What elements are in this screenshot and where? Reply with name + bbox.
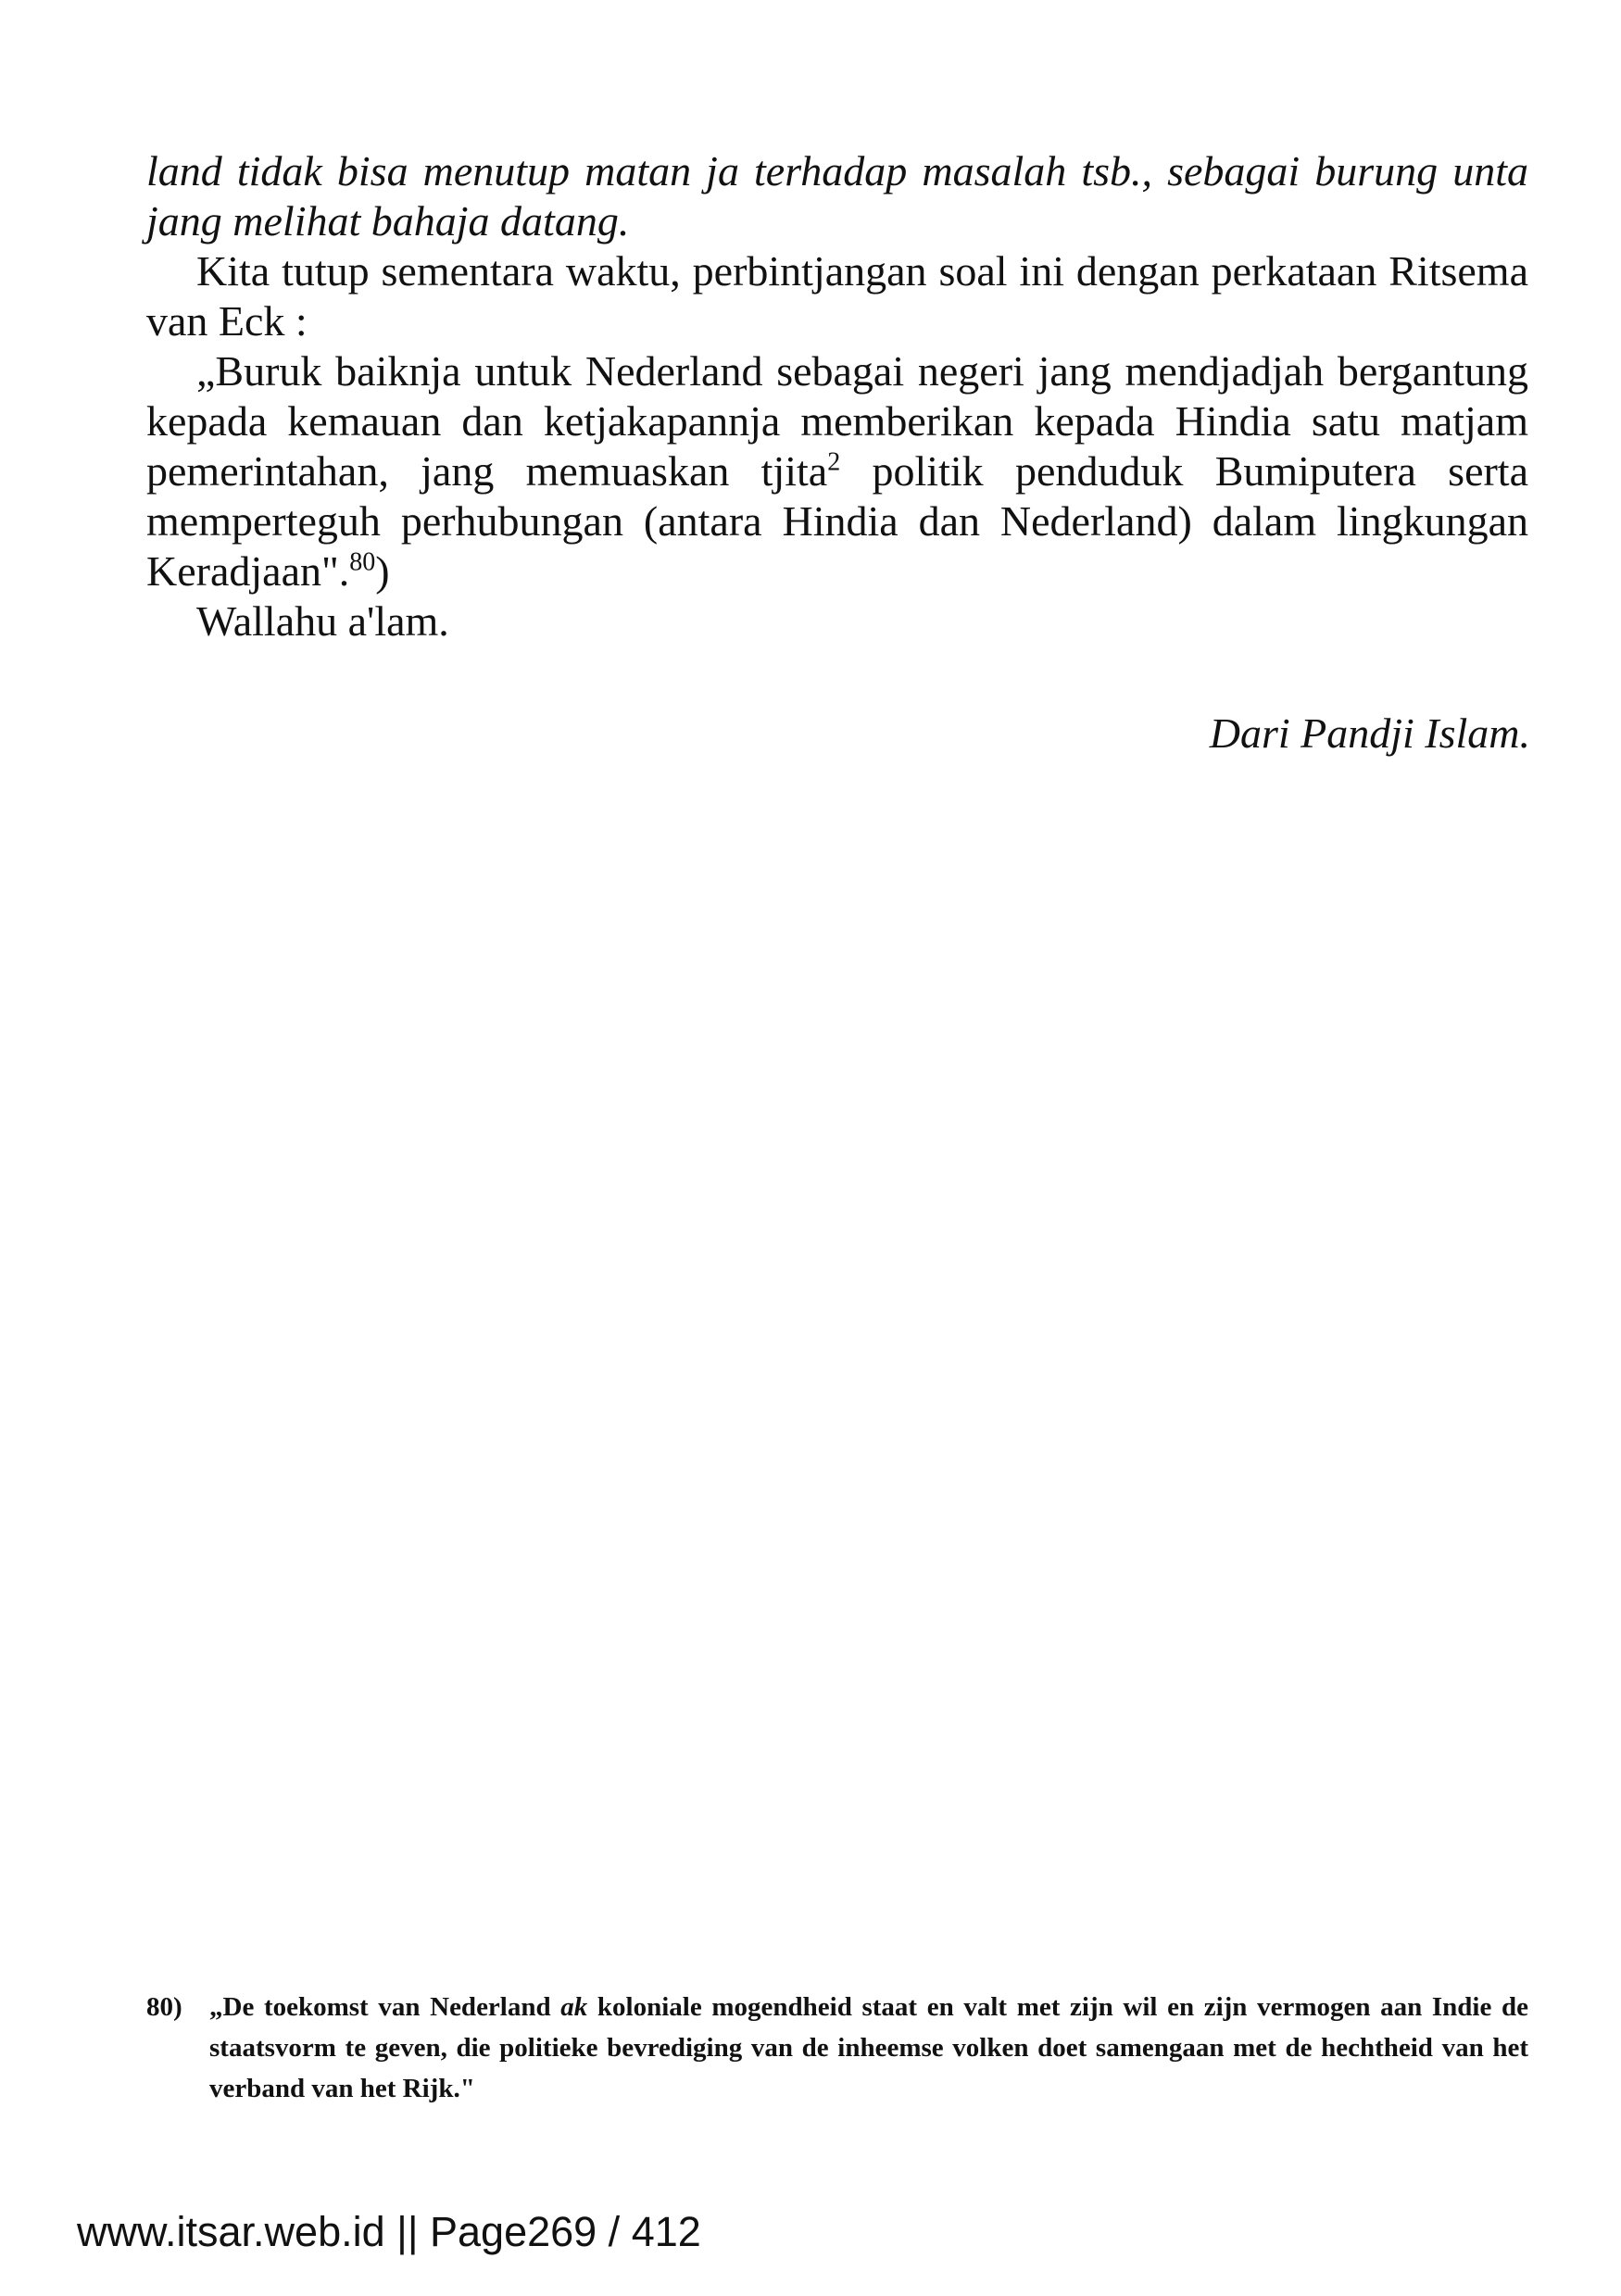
source-attribution: Dari Pandji Islam.	[1209, 709, 1530, 757]
superscript-two: 2	[827, 447, 841, 477]
footnote-text	[209, 1987, 1528, 2109]
footnote-reference[interactable]: 80	[349, 547, 376, 577]
footnote-reference-close: )	[375, 547, 390, 595]
footnote	[146, 1987, 1528, 2109]
quote-text-start: „Buruk baiknja untuk Nederland sebagai negeri jang mendjadjah bergantung kepada kemauan dan ketjakapannja memberikan kepada Hindia satu matjam pemerintahan, jang memuaskan tjita	[146, 347, 1528, 495]
paragraph-2: Kita tutup sementara waktu, perbintjangan soal ini dengan perkataan Ritsema van Eck :	[146, 247, 1528, 345]
footnote-italic-word: ak	[560, 1992, 588, 2022]
paragraph-1: land tidak bisa menutup matan ja terhadap masalah tsb., sebagai burung unta jang melihat bahaja datang.	[146, 147, 1528, 245]
quote-text-end: politik penduduk Bumiputera serta memperteguh perhubungan (antara Hindia dan Nederland) dalam lingkungan Keradjaan".	[146, 447, 1529, 595]
paragraph-closing: Wallahu a'lam.	[196, 597, 449, 645]
footnote-text-start: „De toekomst van Nederland	[209, 1992, 561, 2022]
footnote-text-end: koloniale mogendheid staat en valt met zijn wil en zijn vermogen aan Indie de staatsvorm te geven, die politieke bevrediging van de inheemse volken doet samengaan met de hechtheid van het verband van het Rijk."	[209, 1992, 1528, 2103]
body-text	[146, 146, 1528, 646]
footnote-number: 80)	[146, 1992, 182, 2022]
page-footer: www.itsar.web.id || Page269 / 412	[77, 2208, 701, 2255]
quote-paragraph	[146, 346, 1528, 596]
